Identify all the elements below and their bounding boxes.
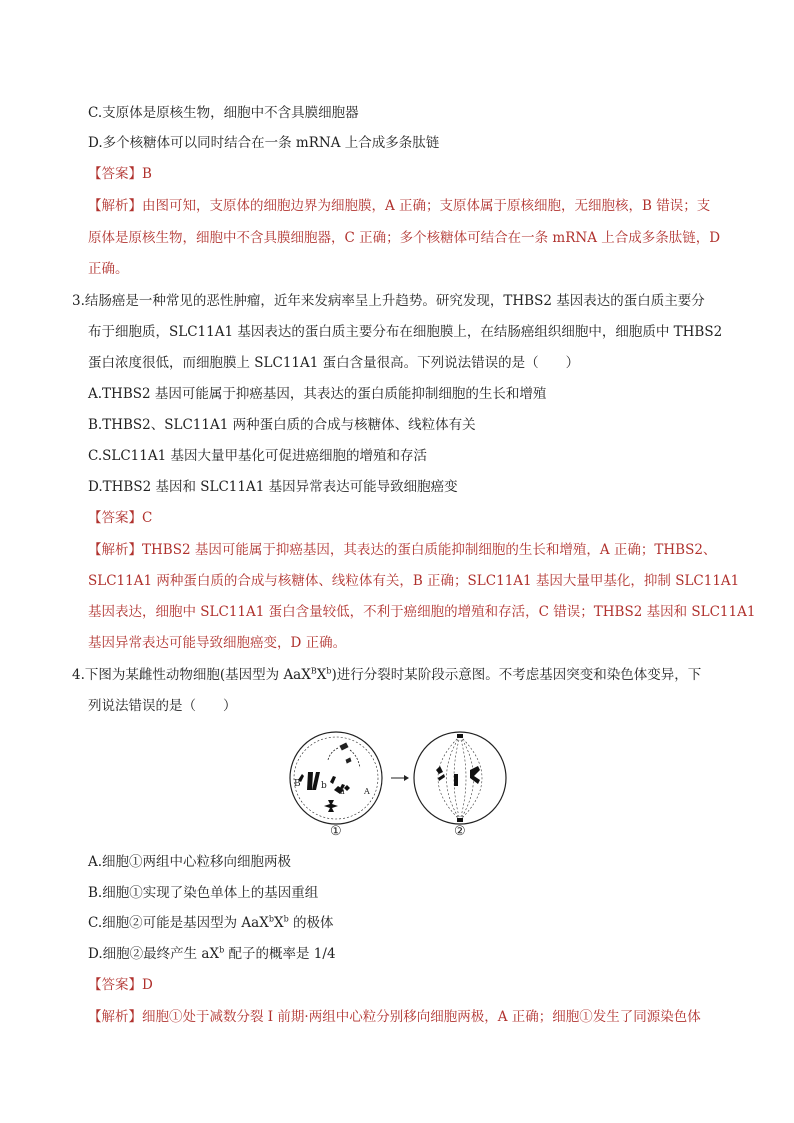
q2-explanation-line-2: 原体是原核生物，细胞中不含具膜细胞器，C 正确；多个核糖体可结合在一条 mRNA 上合成多条肽链，D bbox=[88, 230, 721, 246]
q4-option-a: A.细胞①两组中心粒移向细胞两极 bbox=[88, 854, 292, 870]
answer-value: C bbox=[142, 510, 153, 526]
q3-explanation-line-2: SLC11A1 两种蛋白质的合成与核糖体、线粒体有关，B 正确；SLC11A1 基因大量甲基化，抑制 SLC11A1 bbox=[88, 573, 740, 589]
option-text: C.细胞②可能是基因型为 AaX bbox=[88, 915, 269, 931]
option-text: 配子的概率是 1/4 bbox=[224, 946, 336, 962]
q3-explanation-line-1 bbox=[88, 540, 716, 560]
cell-division-figure bbox=[288, 730, 520, 840]
q4-option-b: B.细胞①实现了染色单体上的基因重组 bbox=[88, 885, 319, 901]
q4-option-c bbox=[88, 913, 334, 933]
label-b: b bbox=[321, 781, 327, 791]
q3-option-a: A.THBS2 基因可能属于抑癌基因，其表达的蛋白质能抑制细胞的生长和增殖 bbox=[88, 386, 547, 402]
label-A: A bbox=[364, 787, 370, 796]
cell-2-membrane bbox=[414, 732, 506, 824]
figure-label-cell-1: ① bbox=[330, 824, 342, 839]
q2-option-d: D.多个核糖体可以同时结合在一条 mRNA 上合成多条肽链 bbox=[88, 135, 440, 151]
q4-option-d bbox=[88, 944, 336, 964]
answer-tag: 【答案】 bbox=[88, 510, 142, 526]
answer-value: D bbox=[142, 977, 153, 993]
q4-stem-line-1 bbox=[72, 665, 701, 685]
q3-answer bbox=[88, 508, 152, 528]
cell-diagram-svg bbox=[288, 730, 520, 840]
stem-text: 4.下图为某雌性动物细胞(基因型为 AaX bbox=[72, 667, 311, 683]
arrow-icon bbox=[391, 775, 409, 781]
q3-stem-line-1: 3.结肠癌是一种常见的恶性肿瘤，近年来发病率呈上升趋势。研究发现，THBS2 基因表达的蛋白质主要分 bbox=[72, 293, 705, 309]
option-text: X bbox=[273, 915, 284, 931]
q4-stem-line-2: 列说法错误的是（ ） bbox=[88, 698, 237, 714]
superscript: b bbox=[219, 945, 225, 955]
stem-text: X bbox=[316, 667, 327, 683]
option-text: 的极体 bbox=[288, 915, 334, 931]
superscript: b bbox=[326, 666, 332, 676]
q3-explanation-line-3: 基因表达，细胞中 SLC11A1 蛋白含量较低，不利于癌细胞的增殖和存活，C 错误；THBS2 基因和 SLC11A1 bbox=[88, 604, 756, 620]
superscript: b bbox=[268, 914, 274, 924]
answer-tag: 【答案】 bbox=[88, 166, 142, 182]
answer-tag: 【答案】 bbox=[88, 977, 142, 993]
q3-stem-line-2: 布于细胞质，SLC11A1 基因表达的蛋白质主要分布在细胞膜上，在结肠癌组织细胞中，细胞质中 THBS2 bbox=[88, 324, 723, 340]
q3-explanation-line-4: 基因异常表达可能导致细胞癌变，D 正确。 bbox=[88, 635, 347, 651]
option-text: D.细胞②最终产生 aX bbox=[88, 946, 220, 962]
explanation-tag: 【解析】 bbox=[88, 542, 142, 558]
q2-explanation-line-3: 正确。 bbox=[88, 261, 129, 277]
cell-1-centrioles bbox=[328, 743, 360, 768]
explanation-text: THBS2 基因可能属于抑癌基因，其表达的蛋白质能抑制细胞的生长和增殖，A 正确；THBS2、 bbox=[142, 542, 717, 558]
explanation-tag: 【解析】 bbox=[88, 1009, 142, 1025]
cell-1-nuclear-envelope bbox=[294, 737, 378, 819]
superscript: b bbox=[283, 914, 289, 924]
q2-answer bbox=[88, 164, 152, 184]
stem-text: )进行分裂时某阶段示意图。不考虑基因突变和染色体变异，下 bbox=[331, 667, 702, 683]
label-a: a bbox=[340, 787, 345, 796]
q3-option-d: D.THBS2 基因和 SLC11A1 基因异常表达可能导致细胞癌变 bbox=[88, 479, 458, 495]
q3-stem-line-3: 蛋白浓度很低，而细胞膜上 SLC11A1 蛋白含量很高。下列说法错误的是（ ） bbox=[88, 355, 580, 371]
figure-label-cell-2: ② bbox=[454, 824, 466, 839]
label-B: B bbox=[294, 779, 301, 789]
answer-value: B bbox=[142, 166, 152, 182]
explanation-text: 细胞①处于减数分裂 I 前期·两组中心粒分别移向细胞两极，A 正确；细胞①发生了同源染色体 bbox=[142, 1009, 701, 1025]
q2-option-c: C.支原体是原核生物，细胞中不含具膜细胞器 bbox=[88, 105, 359, 121]
superscript: B bbox=[310, 666, 317, 676]
q2-explanation-line-1 bbox=[88, 196, 710, 216]
q3-option-b: B.THBS2、SLC11A1 两种蛋白质的合成与核糖体、线粒体有关 bbox=[88, 417, 476, 433]
cell-1-membrane bbox=[290, 732, 382, 824]
q4-explanation-line-1 bbox=[88, 1007, 701, 1027]
explanation-text: 由图可知，支原体的细胞边界为细胞膜，A 正确；支原体属于原核细胞，无细胞核，B 错误；支 bbox=[142, 198, 711, 214]
explanation-tag: 【解析】 bbox=[88, 198, 142, 214]
q4-answer bbox=[88, 975, 153, 995]
q3-option-c: C.SLC11A1 基因大量甲基化可促进癌细胞的增殖和存活 bbox=[88, 448, 427, 464]
